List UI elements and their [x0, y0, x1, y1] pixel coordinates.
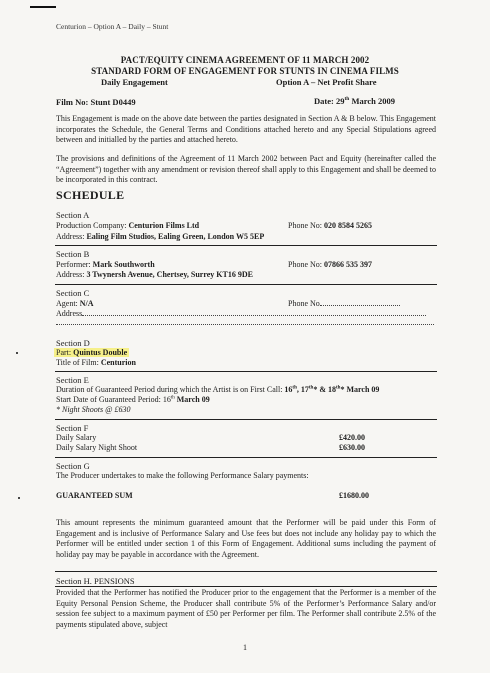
section-e-heading: Section E [56, 375, 89, 385]
section-divider [55, 457, 437, 458]
night-shoot-note: * Night Shoots @ £630 [56, 405, 131, 414]
daily-salary-value: £420.00 [339, 433, 365, 442]
section-divider [55, 371, 437, 372]
night-salary-label: Daily Salary Night Shoot [56, 443, 138, 452]
section-divider [55, 571, 437, 572]
section-b-heading: Section B [56, 249, 90, 259]
section-divider [55, 284, 437, 285]
pensions-paragraph: Provided that the Performer has notified the Producer prior to the engagement that the Performer is a member of the Equity Personal Pension Scheme, the Producer shall contribute 5% of the Performer’s Performance Salary and/or session fee subject to a maximum payment of £50 per Performer per film. The Performer shall contribute 2.5% of the payments stipulated above, subject [56, 588, 436, 629]
agent-address: Address [56, 309, 426, 318]
title-line-2: STANDARD FORM OF ENGAGEMENT FOR STUNTS IN CINEMA FILMS [91, 66, 399, 76]
scan-mark-top [30, 6, 56, 8]
agent-phone: Phone No [288, 299, 400, 308]
guaranteed-period-start: Start Date of Guaranteed Period: 16th March 09 [56, 395, 210, 404]
performance-salary-text: The Producer undertakes to make the following Performance Salary payments: [56, 471, 309, 480]
provisions-paragraph: The provisions and definitions of the Agreement of 11 March 2002 between Pact and Equity (hereinafter called the “Agreement”) together with any amendment or revision thereof shall apply to this Engagement and shall be deemed to be incorporated in this contract. [56, 154, 436, 185]
performer-address: Address: 3 Twynersh Avenue, Chertsey, Surrey KT16 9DE [56, 270, 253, 279]
engagement-type: Daily Engagement [101, 77, 168, 87]
night-salary-value: £630.00 [339, 443, 365, 452]
guaranteed-period-duration: Duration of Guaranteed Period during which the Artist is on First Call: 16th, 17th* & 18th* March 09 [56, 385, 380, 394]
agent-address-line [56, 324, 434, 325]
title-line-1: PACT/EQUITY CINEMA AGREEMENT OF 11 MARCH 2002 [120, 55, 370, 65]
contract-date: Date: 29th March 2009 [314, 96, 395, 106]
film-title: Title of Film: Centurion [56, 358, 136, 367]
section-divider [55, 245, 437, 246]
part-name: Part: Quintus Double [56, 348, 128, 357]
section-divider [55, 586, 437, 587]
scan-mark-dot [18, 497, 20, 499]
minimum-amount-paragraph: This amount represents the minimum guaranteed amount that the Performer will be paid under this Form of Engagement and is inclusive of Performance Salary and Use fees but does not include any holiday pay to which the Performer will be entitled under section 1 of this Form of Engagement. Additional sums including the payment of holiday pay may be payable in accordance with the Agreement. [56, 518, 436, 559]
film-number: Film No: Stunt D0449 [56, 97, 136, 107]
performer-name: Performer: Mark Southworth [56, 260, 155, 269]
schedule-heading: SCHEDULE [56, 188, 125, 202]
intro-paragraph: This Engagement is made on the above date between the parties designated in Section A & B below. This Engagement incorporates the Schedule, the General Terms and Conditions attached hereto and any Special Stipulations agreed between and initialled by the parties and attached hereto. [56, 114, 436, 145]
section-divider [55, 419, 437, 420]
section-h-heading: Section H. PENSIONS [56, 576, 135, 586]
company-phone: Phone No: 020 8584 5265 [288, 221, 372, 230]
engagement-option: Option A – Net Profit Share [276, 77, 377, 87]
guaranteed-sum-value: £1680.00 [339, 491, 369, 500]
scan-mark-dot [16, 352, 18, 354]
section-a-heading: Section A [56, 210, 90, 220]
section-c-heading: Section C [56, 288, 90, 298]
page-number: 1 [243, 643, 247, 652]
running-header: Centurion – Option A – Daily – Stunt [56, 22, 169, 31]
performer-phone: Phone No: 07866 535 397 [288, 260, 372, 269]
section-d-heading: Section D [56, 338, 90, 348]
section-f-heading: Section F [56, 423, 89, 433]
company-address: Address: Ealing Film Studios, Ealing Green, London W5 5EP [56, 232, 265, 241]
guaranteed-sum-label: GUARANTEED SUM [56, 491, 133, 500]
production-company: Production Company: Centurion Films Ltd [56, 221, 200, 230]
daily-salary-label: Daily Salary [56, 433, 97, 442]
section-g-heading: Section G [56, 461, 90, 471]
agent-name: Agent: N/A [56, 299, 94, 308]
